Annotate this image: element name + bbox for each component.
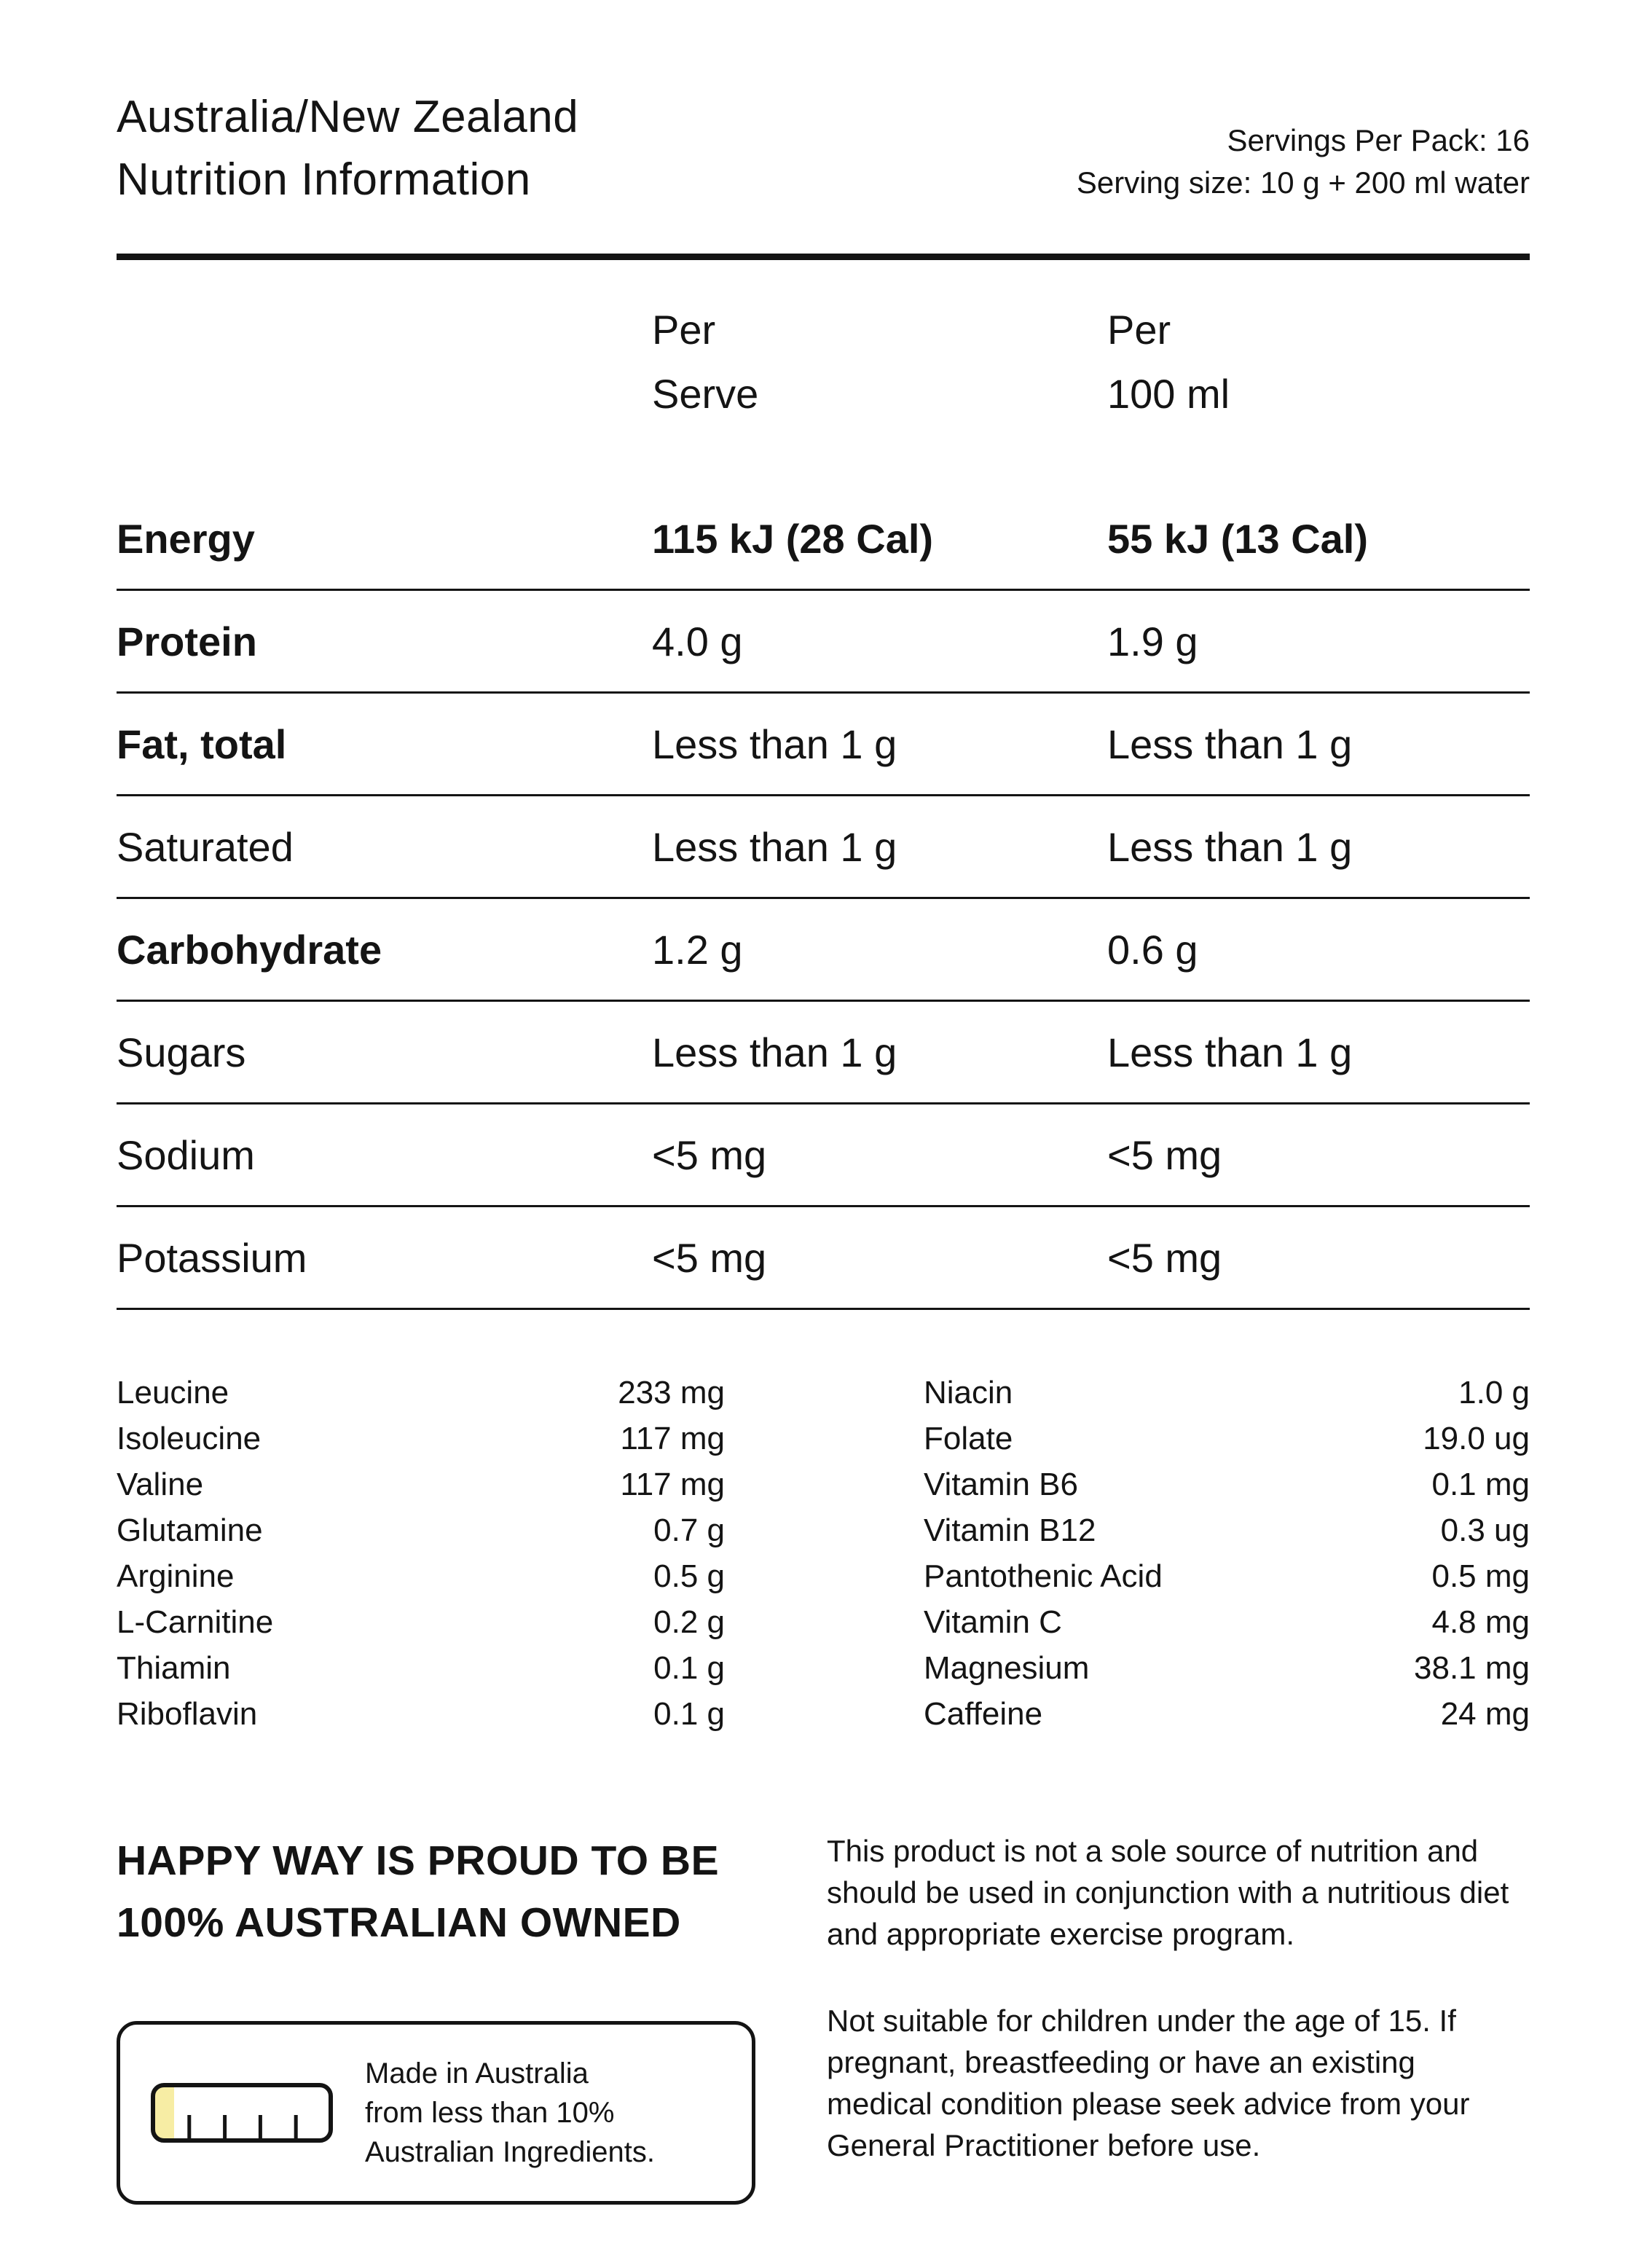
column-header-line: Per [1107, 307, 1171, 353]
footer [117, 1830, 1530, 2205]
per-serve-value: <5 mg [652, 1234, 767, 1281]
micro-label: Vitamin B6 [924, 1467, 1078, 1502]
micro-row [117, 1507, 725, 1553]
per-serve-value: 1.2 g [652, 926, 743, 973]
nutrient-label: Protein [117, 618, 257, 664]
micro-value: 117 mg [620, 1467, 725, 1502]
micro-label: Riboflavin [117, 1696, 258, 1732]
table-row-protein [117, 591, 1530, 694]
micro-row [117, 1599, 725, 1645]
column-header-line: Serve [652, 371, 759, 417]
divider-thick [117, 254, 1530, 260]
micro-value: 24 mg [1440, 1696, 1530, 1732]
micro-row [924, 1645, 1530, 1691]
table-row-energy [117, 488, 1530, 591]
micro-label: Vitamin B12 [924, 1512, 1096, 1548]
micro-label: Niacin [924, 1375, 1013, 1410]
column-header-per-serve [652, 298, 1107, 426]
table-row-sugars [117, 1002, 1530, 1104]
per-100ml-value: Less than 1 g [1107, 823, 1353, 870]
table-row-carbohydrate [117, 899, 1530, 1002]
ownership-line-2: 100% AUSTRALIAN OWNED [117, 1899, 681, 1946]
footer-right [827, 1830, 1530, 2205]
table-row-potassium [117, 1207, 1530, 1310]
micro-row [117, 1691, 725, 1737]
micro-row [117, 1461, 725, 1507]
micronutrient-list [117, 1370, 1530, 1737]
micro-value: 0.3 ug [1440, 1512, 1530, 1548]
micro-value: 233 mg [618, 1375, 725, 1410]
per-100ml-value: 55 kJ (13 Cal) [1107, 515, 1368, 562]
made-in-australia-line: from less than 10% [365, 2097, 615, 2129]
header [117, 0, 1530, 211]
micro-label: Caffeine [924, 1696, 1043, 1732]
micro-label: Leucine [117, 1375, 229, 1410]
micro-value: 4.8 mg [1431, 1604, 1530, 1640]
ownership-heading [117, 1830, 827, 1954]
micro-label: Thiamin [117, 1650, 231, 1686]
made-in-australia-line: Made in Australia [365, 2057, 589, 2090]
micro-row [117, 1416, 725, 1461]
serving-size: Serving size: 10 g + 200 ml water [1076, 165, 1530, 200]
per-serve-value: 115 kJ (28 Cal) [652, 515, 934, 562]
nutrition-table [117, 298, 1530, 1310]
micro-label: Magnesium [924, 1650, 1090, 1686]
per-100ml-value: 0.6 g [1107, 926, 1198, 973]
micro-value: 0.5 g [653, 1558, 725, 1594]
table-header-spacer [117, 298, 652, 426]
micro-label: L-Carnitine [117, 1604, 274, 1640]
serving-info [1077, 119, 1530, 211]
made-in-australia-text [365, 2054, 655, 2172]
micro-label: Arginine [117, 1558, 235, 1594]
micro-value: 0.1 g [653, 1650, 725, 1686]
micro-value: 38.1 mg [1414, 1650, 1530, 1686]
micro-label: Pantothenic Acid [924, 1558, 1163, 1594]
micro-row [924, 1691, 1530, 1737]
per-100ml-value: <5 mg [1107, 1234, 1222, 1281]
micro-row [924, 1507, 1530, 1553]
micro-row [117, 1370, 725, 1416]
per-serve-value: Less than 1 g [652, 823, 897, 870]
per-serve-value: <5 mg [652, 1131, 767, 1178]
micro-value: 0.5 mg [1431, 1558, 1530, 1594]
micro-value: 117 mg [620, 1421, 725, 1456]
micronutrient-column-left [117, 1370, 725, 1737]
nutrient-label: Sodium [117, 1131, 255, 1178]
footer-left [117, 1830, 827, 2205]
per-serve-value: Less than 1 g [652, 1029, 897, 1075]
table-row-fat-total [117, 694, 1530, 796]
nutrient-label: Sugars [117, 1029, 246, 1075]
micro-label: Isoleucine [117, 1421, 262, 1456]
micro-label: Folate [924, 1421, 1013, 1456]
micro-value: 0.1 g [653, 1696, 725, 1732]
micro-label: Valine [117, 1467, 204, 1502]
micro-row [117, 1645, 725, 1691]
table-row-saturated [117, 796, 1530, 899]
table-header-row [117, 298, 1530, 426]
column-header-per-100ml [1107, 298, 1530, 426]
ownership-line-1: HAPPY WAY IS PROUD TO BE [117, 1837, 720, 1884]
page-title [117, 86, 578, 211]
micro-label: Glutamine [117, 1512, 263, 1548]
micro-row [924, 1599, 1530, 1645]
per-100ml-value: Less than 1 g [1107, 721, 1353, 767]
made-in-australia-line: Australian Ingredients. [365, 2136, 656, 2168]
per-100ml-value: <5 mg [1107, 1131, 1222, 1178]
per-serve-value: 4.0 g [652, 618, 743, 664]
micro-row [924, 1553, 1530, 1599]
title-line-1: Australia/New Zealand [117, 92, 579, 142]
servings-per-pack: Servings Per Pack: 16 [1227, 123, 1530, 157]
per-100ml-value: Less than 1 g [1107, 1029, 1353, 1075]
disclaimer-paragraph-2: Not suitable for children under the age of 15. If pregnant, breastfeeding or have an existing medical condition please seek advice from your General Practitioner before use. [827, 2004, 1470, 2162]
column-header-line: 100 ml [1107, 371, 1230, 417]
micro-row [924, 1461, 1530, 1507]
micro-value: 19.0 ug [1423, 1421, 1530, 1456]
micro-value: 0.1 mg [1431, 1467, 1530, 1502]
micro-row [924, 1370, 1530, 1416]
nutrient-label: Potassium [117, 1234, 307, 1281]
disclaimer-paragraph-1: This product is not a sole source of nutrition and should be used in conjunction with a nutritious diet and appropriate exercise program. [827, 1834, 1509, 1951]
made-in-australia-box [117, 2021, 755, 2205]
nutrient-label: Fat, total [117, 721, 287, 767]
micro-value: 1.0 g [1458, 1375, 1530, 1410]
nutrient-label: Energy [117, 515, 255, 562]
micro-value: 0.2 g [653, 1604, 725, 1640]
micro-value: 0.7 g [653, 1512, 725, 1548]
nutrient-label: Carbohydrate [117, 926, 382, 973]
per-100ml-value: 1.9 g [1107, 618, 1198, 664]
micronutrient-column-right [924, 1370, 1530, 1737]
table-row-sodium [117, 1104, 1530, 1207]
title-line-2: Nutrition Information [117, 154, 531, 205]
nutrient-label: Saturated [117, 823, 294, 870]
per-serve-value: Less than 1 g [652, 721, 897, 767]
micro-row [924, 1416, 1530, 1461]
column-header-line: Per [652, 307, 716, 353]
micro-row [117, 1553, 725, 1599]
made-in-australia-bar-icon [151, 2083, 333, 2143]
micro-label: Vitamin C [924, 1604, 1062, 1640]
